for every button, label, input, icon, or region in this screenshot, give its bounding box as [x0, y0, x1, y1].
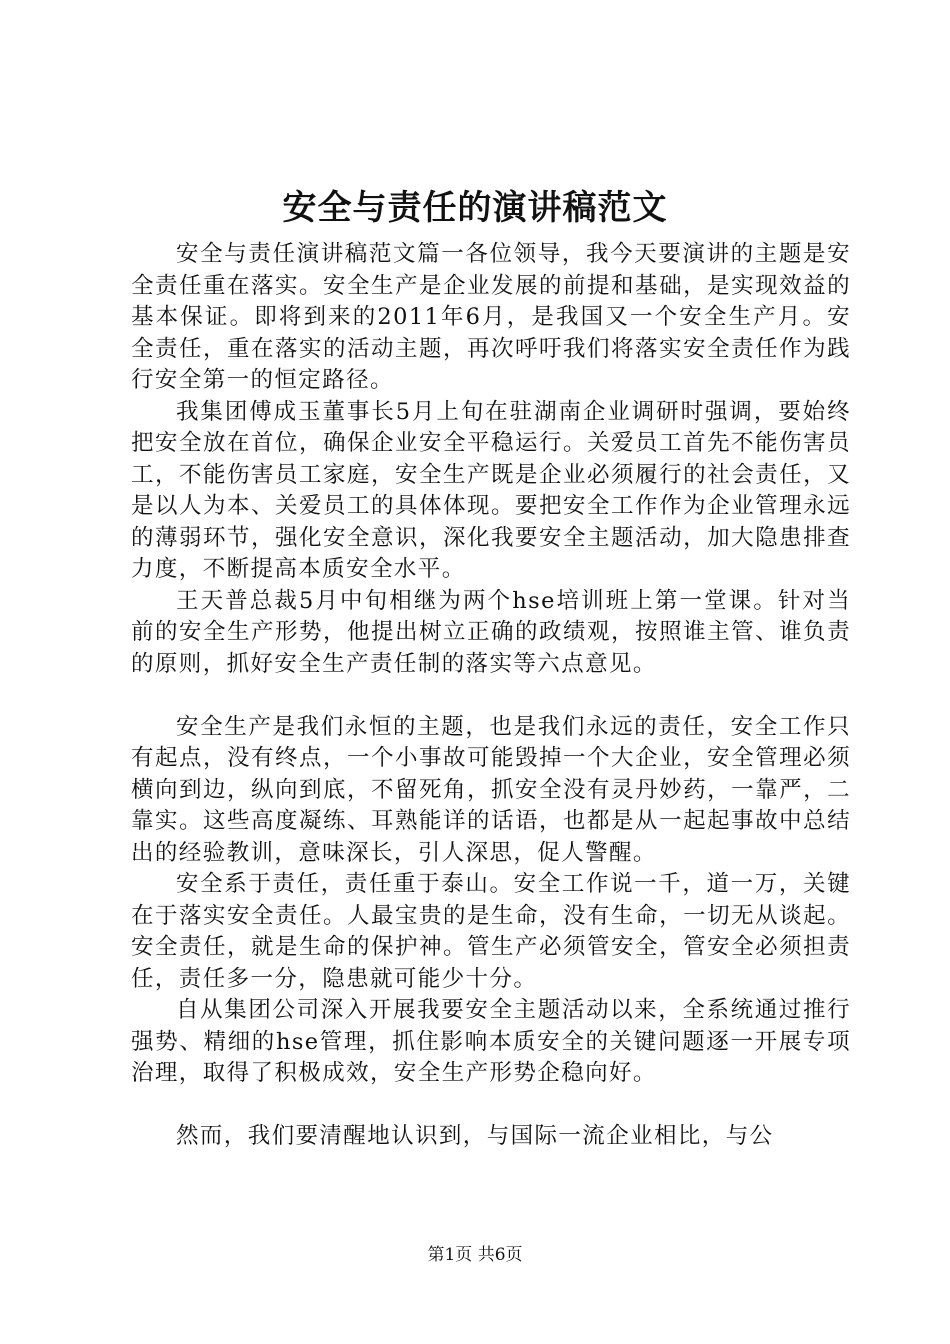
paragraph-6: 自从集团公司深入开展我要安全主题活动以来，全系统通过推行强势、精细的hse管理，抓住影响本质安全的关键问题逐一开展专项治理，取得了积极成效，安全生产形势企稳向好。 — [131, 997, 851, 1086]
paragraph-3: 王天普总裁5月中旬相继为两个hse培训班上第一堂课。针对当前的安全生产形势，他提出树立正确的政绩观，按照谁主管、谁负责的原则，抓好安全生产责任制的落实等六点意见。 — [131, 587, 851, 677]
paragraph-5: 安全系于责任，责任重于泰山。安全工作说一千，道一万，关键在于落实安全责任。人最宝贵的是生命，没有生命，一切无从谈起。安全责任，就是生命的保护神。管生产必须管安全，管安全必须担责任，责任多一分，隐患就可能少十分。 — [131, 871, 851, 992]
paragraph-2: 我集团傅成玉董事长5月上旬在驻湖南企业调研时强调，要始终把安全放在首位，确保企业安全平稳运行。关爱员工首先不能伤害员工，不能伤害员工家庭，安全生产既是企业必须履行的社会责任，又是以人为本、关爱员工的具体体现。要把安全工作作为企业管理永远的薄弱环节，强化安全意识，深化我要安全主题活动，加大隐患排查力度，不断提高本质安全水平。 — [131, 398, 851, 582]
page-number-footer: 第1页 共6页 — [427, 1245, 523, 1265]
paragraph-1: 安全与责任演讲稿范文篇一各位领导，我今天要演讲的主题是安全责任重在落实。安全生产是企业发展的前提和基础，是实现效益的基本保证。即将到来的2011年6月，是我国又一个安全生产月。安全责任，重在落实的活动主题，再次呼吁我们将落实安全责任作为践行安全第一的恒定路径。 — [131, 241, 851, 393]
paragraph-4: 安全生产是我们永恒的主题，也是我们永远的责任，安全工作只有起点，没有终点，一个小事故可能毁掉一个大企业，安全管理必须横向到边，纵向到底，不留死角，抓安全没有灵丹妙药，一靠严，二靠实。这些高度凝练、耳熟能详的话语，也都是从一起起事故中总结出的经验教训，意味深长，引人深思，促人警醒。 — [131, 713, 851, 866]
document-body — [131, 239, 851, 1153]
paragraph-7: 然而，我们要清醒地认识到，与国际一流企业相比，与公 — [176, 1123, 774, 1149]
document-title: 安全与责任的演讲稿范文 — [282, 188, 668, 228]
